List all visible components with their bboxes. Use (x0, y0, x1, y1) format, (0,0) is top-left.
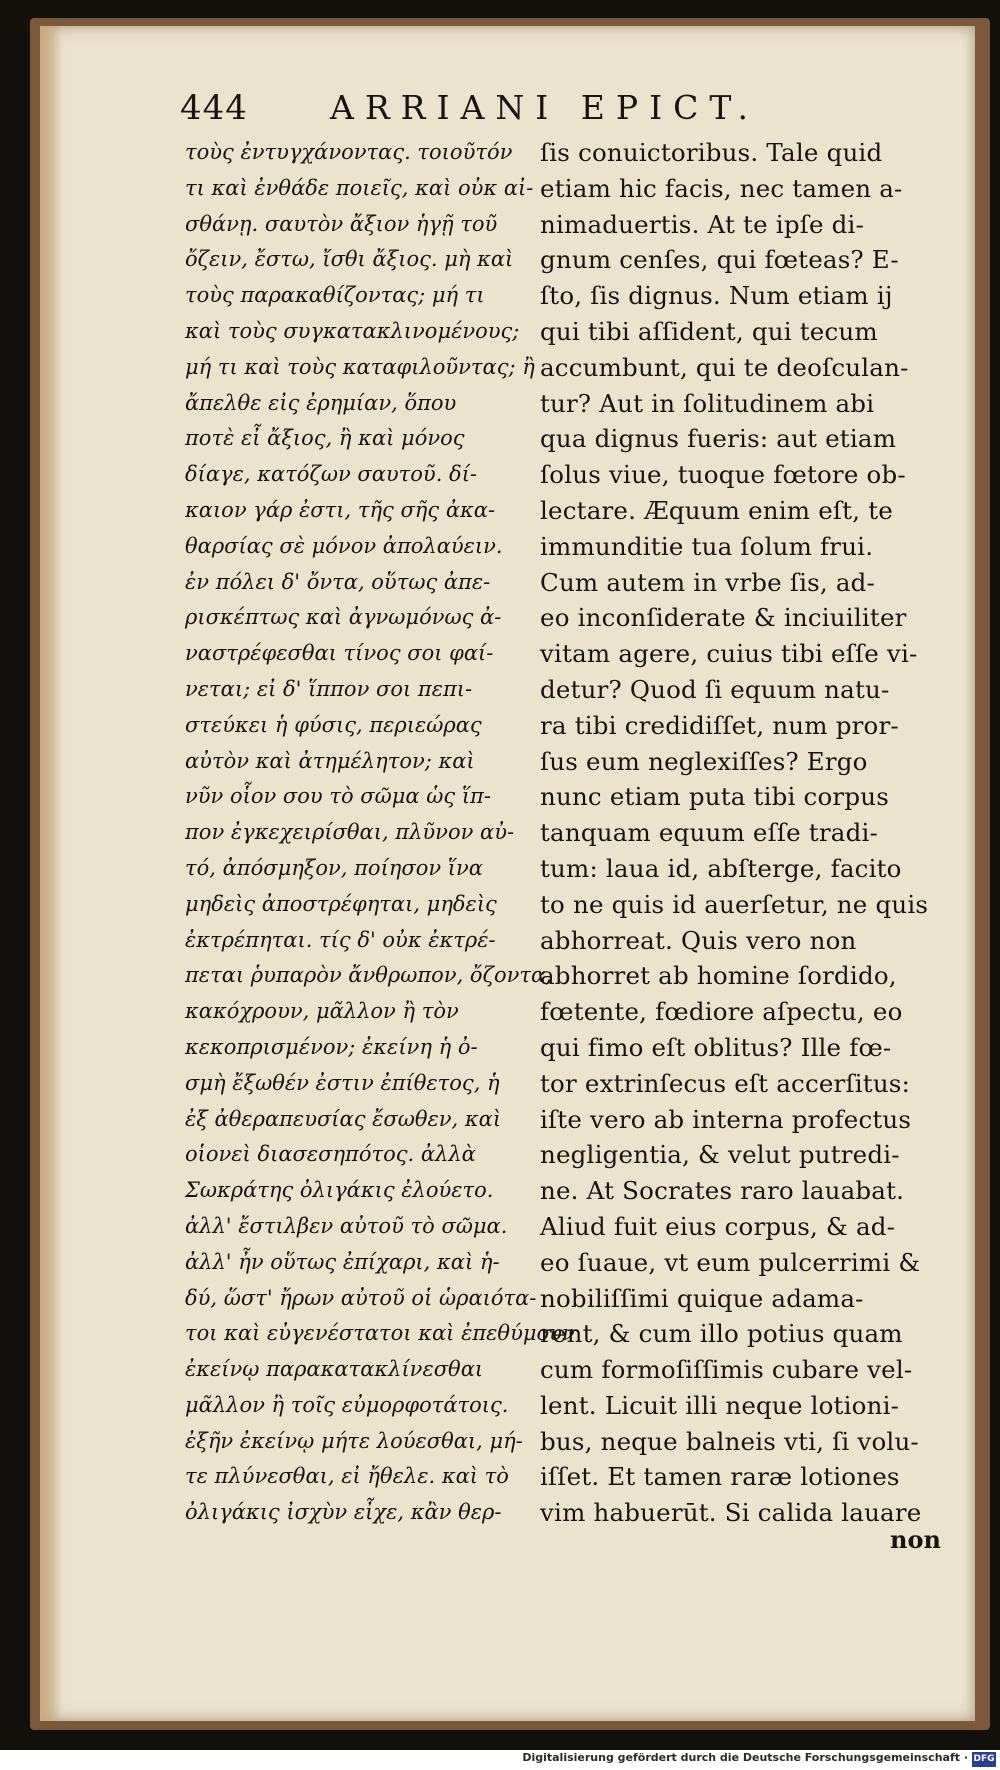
greek-text-line: μηδεὶς ἀποστρέφηται, μηδεὶς (185, 891, 497, 916)
greek-text-line: Σωκράτης ὀλιγάκις ἐλούετο. (185, 1178, 494, 1203)
latin-text-line: fœtente, fœdiore aſpectu, eo (540, 997, 903, 1027)
latin-text-line: eo ſuaue, vt eum pulcerrimi & (540, 1247, 921, 1277)
latin-text-line: nimaduertis. At te ipſe di- (540, 209, 865, 239)
greek-text-line: ἀλλ' ἔστιλβεν αὐτοῦ τὸ σῶμα. (185, 1213, 508, 1238)
greek-text-line: ἐκείνῳ παρακατακλίνεσθαι (185, 1357, 484, 1382)
greek-text-line: ἀλλ' ἦν οὕτως ἐπίχαρι, καὶ ἡ- (185, 1249, 500, 1274)
catchword: non (890, 1525, 941, 1554)
greek-text-line: σθάνῃ. σαυτὸν ἄξιον ἡγῇ τοῦ (185, 211, 498, 236)
greek-text-line: ἐξ ἀθεραπευσίας ἔσωθεν, καὶ (185, 1106, 502, 1131)
latin-text-line: gnum cenſes, qui fœteas? E- (540, 245, 899, 275)
greek-text-line: ὀλιγάκις ἰσχὺν εἶχε, κἂν θερ- (185, 1500, 502, 1525)
latin-text-line: to ne quis id auerſetur, ne quis (540, 889, 929, 919)
greek-text-line: ναστρέφεσθαι τίνος σοι φαί- (185, 641, 494, 666)
greek-text-line: μή τι καὶ τοὺς καταφιλοῦντας; ἢ (185, 354, 535, 379)
greek-text-line: τε πλύνεσθαι, εἰ ἤθελε. καὶ τὸ (185, 1464, 509, 1489)
greek-text-line: νῦν οἷον σου τὸ σῶμα ὡς ἵπ- (185, 784, 491, 809)
greek-text-line: τοι καὶ εὐγενέστατοι καὶ ἐπεθύμουν (185, 1321, 575, 1346)
dfg-logo: DFG (972, 1752, 996, 1767)
greek-text-line: καιον γάρ ἐστι, τῆς σῆς ἀκα- (185, 497, 496, 522)
greek-text-line: δύ, ὥστ' ἤρων αὐτοῦ οἱ ὡραιότα- (185, 1285, 537, 1310)
latin-text-line: ne. At Socrates raro lauabat. (540, 1176, 905, 1206)
page-header (180, 88, 960, 136)
latin-text-line: nobiliſſimi quique adama- (540, 1283, 864, 1313)
latin-text-line: qui fimo eſt oblitus? Ille fœ- (540, 1032, 892, 1062)
latin-text-line: rent, & cum illo potius quam (540, 1319, 903, 1349)
greek-text-line: τοὺς ἐντυγχάνοντας. τοιοῦτόν (185, 140, 513, 164)
latin-text-line: ſolus viue, tuoque fœtore ob- (540, 460, 906, 490)
latin-text-line: Cum autem in vrbe ſis, ad- (540, 567, 876, 597)
latin-text-line: iſte vero ab interna profectus (540, 1104, 912, 1134)
greek-text-line: καὶ τοὺς συγκατακλινομένους; (185, 318, 520, 343)
latin-text-line: detur? Quod ſi equum natu- (540, 674, 890, 704)
latin-text-line: abhorret ab homine ſordido, (540, 961, 897, 991)
greek-text-line: ἐκτρέπηται. τίς δ' οὐκ ἐκτρέ- (185, 927, 496, 952)
greek-text-line: ἐν πόλει δ' ὄντα, οὕτως ἀπε- (185, 569, 491, 594)
greek-text-line: ὄζειν, ἔστω, ἴσθι ἄξιος. μὴ καὶ (185, 247, 514, 272)
greek-text-line: κακόχρουν, μᾶλλον ἢ τὸν (185, 999, 459, 1024)
page-gutter (40, 26, 62, 1721)
latin-text-line: lectare. Æquum enim eſt, te (540, 495, 893, 525)
greek-text-line: πεται ῥυπαρὸν ἄνθρωπον, ὄζοντα, (185, 963, 552, 988)
greek-text-column (185, 135, 575, 1531)
page-number: 444 (180, 88, 248, 128)
latin-text-line: abhorreat. Quis vero non (540, 925, 857, 955)
latin-text-line: immunditie tua ſolum frui. (540, 531, 874, 561)
greek-text-line: πον ἐγκεχειρίσθαι, πλῦνον αὐ- (185, 820, 515, 845)
greek-text-line: ποτὲ εἶ ἄξιος, ἢ καὶ μόνος (185, 426, 465, 451)
greek-text-line: στεύκει ἡ φύσις, περιεώρας (185, 712, 482, 737)
latin-text-line: qua dignus fueris: aut etiam (540, 424, 897, 454)
latin-text-line: accumbunt, qui te deoſculan- (540, 352, 909, 382)
latin-text-line: bus, neque balneis vti, ſi volu- (540, 1426, 919, 1456)
latin-text-line: tor extrinſecus eſt accerſitus: (540, 1068, 911, 1098)
latin-text-line: cum formoſiſſimis cubare vel- (540, 1355, 913, 1385)
latin-text-line: ſus eum neglexiſſes? Ergo (540, 746, 868, 776)
latin-text-line: ſis conuictoribus. Tale quid (540, 138, 883, 167)
greek-text-line: ἐξῆν ἐκείνῳ μήτε λούεσθαι, μή- (185, 1428, 523, 1453)
greek-text-line: τι καὶ ἐνθάδε ποιεῖς, καὶ οὐκ αἰ- (185, 175, 534, 200)
greek-text-line: ἄπελθε εἰς ἐρημίαν, ὅπου (185, 390, 457, 415)
greek-text-line: νεται; εἰ δ' ἵππον σοι πεπι- (185, 676, 473, 701)
latin-text-line: ſto, ſis dignus. Num etiam ij (540, 281, 893, 311)
latin-text-line: negligentia, & velut putredi- (540, 1140, 900, 1170)
greek-text-line: ρισκέπτως καὶ ἀγνωμόνως ἀ- (185, 605, 502, 630)
greek-text-line: τό, ἀπόσμηξον, ποίησον ἵνα (185, 855, 483, 880)
greek-text-line: μᾶλλον ἢ τοῖς εὐμορφοτάτοις. (185, 1392, 509, 1417)
greek-text-line: κεκοπρισμένον; ἐκείνη ἡ ὀ- (185, 1034, 478, 1059)
greek-text-line: θαρσίας σὲ μόνον ἀπολαύειν. (185, 533, 503, 558)
latin-text-line: tanquam equum eſſe tradi- (540, 818, 878, 848)
latin-text-line: tur? Aut in ſolitudinem abi (540, 388, 875, 418)
latin-text-line: eo inconſiderate & inciuiliter (540, 603, 907, 633)
latin-text-column (540, 135, 950, 1531)
latin-text-line: vitam agere, cuius tibi eſſe vi- (540, 639, 918, 669)
greek-text-line: σμὴ ἔξωθέν ἐστιν ἐπίθετος, ἡ (185, 1070, 500, 1095)
latin-text-line: nunc etiam puta tibi corpus (540, 782, 889, 812)
greek-text-line: τοὺς παρακαθίζοντας; μή τι (185, 283, 485, 308)
greek-text-line: αὐτὸν καὶ ἀτημέλητον; καὶ (185, 748, 475, 773)
latin-text-line: etiam hic facis, nec tamen a- (540, 173, 903, 203)
latin-text-line: tum: laua id, abſterge, facito (540, 853, 902, 883)
footer-credit: Digitalisierung gefördert durch die Deutsche Forschungsgemeinschaft · (522, 1751, 968, 1764)
latin-text-line: vim habuerūt. Si calida lauare (540, 1498, 922, 1528)
latin-text-line: Aliud fuit eius corpus, & ad- (540, 1211, 896, 1241)
latin-text-line: iſſet. Et tamen raræ lotiones (540, 1462, 900, 1492)
greek-text-line: οἱονεὶ διασεσηπότος. ἀλλὰ (185, 1142, 476, 1167)
latin-text-line: lent. Licuit illi neque lotioni- (540, 1390, 900, 1420)
greek-text-line: δίαγε, κατόζων σαυτοῦ. δί- (185, 462, 478, 487)
latin-text-line: ra tibi credidiſſet, num pror- (540, 710, 899, 740)
latin-text-line: qui tibi aſſident, qui tecum (540, 316, 878, 346)
running-title: ARRIANI EPICT. (330, 88, 760, 127)
